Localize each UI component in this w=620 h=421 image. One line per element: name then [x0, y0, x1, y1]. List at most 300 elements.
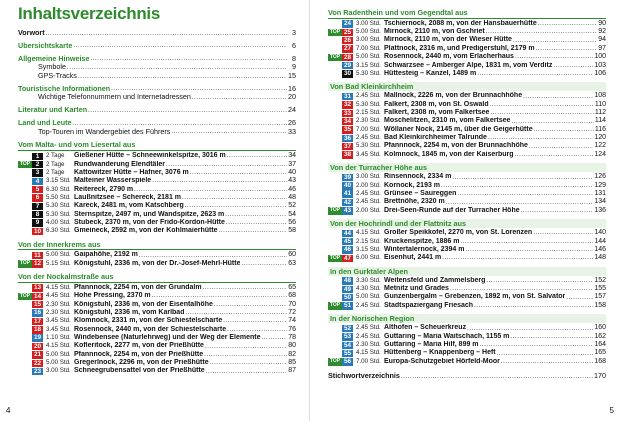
- tour-page: 158: [594, 301, 606, 309]
- tour-duration: 4.30 Std.: [356, 285, 381, 293]
- tour-row[interactable]: [328, 190, 606, 198]
- tour-duration: 2.45 Std.: [356, 332, 381, 340]
- top-badge: [18, 343, 32, 350]
- tour-number-badge: 2: [32, 161, 43, 168]
- tour-title: Pfannnock, 2254 m, von der Prießhütte: [74, 350, 204, 358]
- tour-page: 124: [594, 150, 606, 158]
- tour-page: 131: [594, 190, 606, 198]
- leader-dots: [185, 202, 287, 210]
- tour-number-badge: 37: [343, 142, 352, 150]
- tour-row[interactable]: [18, 292, 296, 300]
- tour-row[interactable]: [18, 251, 296, 259]
- leader-dots: [88, 107, 287, 115]
- leader-dots: [241, 260, 287, 268]
- tour-duration: 4.15 Std.: [46, 283, 71, 291]
- tour-duration: 3.00 Std.: [356, 173, 381, 181]
- tour-duration: 7.00 Std.: [356, 357, 381, 365]
- tour-page: 155: [594, 285, 606, 293]
- tour-number-badge: 27: [343, 45, 352, 53]
- leader-dots: [262, 334, 287, 342]
- top-badge: [18, 351, 32, 358]
- tour-title: Großer Speikkofel, 2270 m, von St. Lorenzen: [384, 229, 533, 237]
- tour-row[interactable]: [328, 293, 606, 301]
- tour-duration: 5.30 Std.: [356, 142, 381, 150]
- tour-duration: 2.45 Std.: [356, 92, 381, 100]
- tour-row[interactable]: [328, 285, 606, 293]
- leader-dots: [477, 70, 593, 78]
- leader-dots: [521, 207, 594, 215]
- tour-page: 116: [594, 125, 606, 133]
- tour-number-badge: 40: [343, 182, 352, 190]
- tour-row[interactable]: [328, 53, 606, 61]
- toc-entry[interactable]: [18, 55, 296, 64]
- tour-page: 162: [594, 332, 606, 340]
- tour-number-badge: 31: [343, 92, 352, 100]
- top-badge: TOP: [19, 260, 31, 267]
- tour-duration: 2.45 Std.: [356, 190, 381, 198]
- leader-dots: [460, 238, 593, 246]
- tour-title: Kornock, 2193 m: [384, 181, 441, 189]
- tour-page: 92: [598, 28, 606, 36]
- tour-page: 126: [594, 173, 606, 181]
- tour-page: 60: [288, 251, 296, 259]
- tour-duration: 2.00 Std.: [356, 181, 381, 189]
- tour-row[interactable]: [328, 92, 606, 100]
- tour-duration: 3.15 Std.: [356, 245, 381, 253]
- tour-title: Königstuhl, 2336 m, von der Eisentalhöhe: [74, 300, 213, 308]
- tour-title: Tschiernock, 2088 m, von der Hansbauerhütte: [384, 19, 537, 27]
- top-badge: [328, 182, 342, 189]
- tour-page: 134: [594, 198, 606, 206]
- top-badge: [328, 135, 342, 142]
- tour-row[interactable]: [328, 277, 606, 285]
- tour-number-badge: 54: [343, 341, 352, 349]
- tour-row[interactable]: [328, 333, 606, 341]
- tour-title: Moschelitzen, 2310 m, vom Falkertsee: [384, 117, 511, 125]
- top-badge: [328, 333, 342, 340]
- toc-entry[interactable]: [18, 93, 296, 102]
- tour-row[interactable]: [328, 349, 606, 357]
- top-badge: TOP: [329, 254, 341, 261]
- tour-title: Stubeck, 2370 m, von der Frido-Kordon-Hütte: [74, 218, 225, 226]
- tour-number-badge: 12: [33, 260, 42, 268]
- tour-title: Kolmnock, 1845 m, von der Kaiserburg: [384, 150, 514, 158]
- tour-row[interactable]: [18, 359, 296, 367]
- section-heading: Von Bad Kleinkirchheim: [328, 82, 606, 91]
- tour-row[interactable]: [328, 36, 606, 44]
- tour-duration: 3.15 Std.: [356, 61, 381, 69]
- toc-entry[interactable]: [18, 72, 296, 81]
- tour-row[interactable]: [18, 152, 296, 160]
- tour-page: 146: [594, 245, 606, 253]
- index-entry[interactable]: [328, 372, 606, 381]
- tour-duration: 5.30 Std.: [46, 210, 71, 218]
- top-badge: [328, 190, 342, 197]
- section-heading: Von der Nockalmstraße aus: [18, 273, 296, 283]
- leader-dots: [488, 134, 593, 142]
- tour-duration: 2.30 Std.: [356, 341, 381, 349]
- tour-title: Grünsee – Saureggen: [384, 190, 457, 198]
- tour-row[interactable]: [328, 109, 606, 117]
- index-page: 170: [594, 371, 606, 381]
- leader-dots: [536, 45, 597, 53]
- tour-title: Europa-Schutzgebiet Hörfeld-Moor: [384, 357, 500, 365]
- toc-page: 20: [288, 92, 296, 102]
- tour-title: Schwarzsee – Amberger Alpe, 1831 m, vom Verditz: [384, 61, 553, 69]
- tour-title: Klomnock, 2331 m, von der Schiestelscharte: [74, 317, 223, 325]
- top-badge: TOP: [329, 207, 341, 214]
- tour-page: 80: [288, 342, 296, 350]
- tour-duration: 6.30 Std.: [46, 185, 71, 193]
- tour-duration: 5.00 Std.: [46, 350, 71, 358]
- tour-row[interactable]: [18, 177, 296, 185]
- tour-row[interactable]: [18, 227, 296, 235]
- tour-number-badge: 28: [343, 53, 352, 61]
- tour-duration: 3.15 Std.: [46, 177, 71, 185]
- tour-row[interactable]: [328, 198, 606, 206]
- tour-title: Gmeineck, 2592 m, von der Kohlmaierhütte: [74, 227, 218, 235]
- leader-dots: [501, 358, 593, 366]
- top-badge: [18, 203, 32, 210]
- tour-number-badge: 56: [343, 358, 352, 366]
- tour-title: Althofen – Scheuerkreuz: [384, 324, 467, 332]
- tour-number-badge: 10: [33, 227, 42, 235]
- tour-sections-left: [18, 141, 296, 375]
- leader-dots: [225, 211, 287, 219]
- tour-title: Rosennock, 2440 m, vom Erlacherhaus: [384, 53, 514, 61]
- tour-duration: 2.30 Std.: [46, 308, 71, 316]
- leader-dots: [134, 186, 287, 194]
- tour-number-badge: 42: [343, 198, 352, 206]
- tour-row[interactable]: [18, 260, 296, 268]
- tour-title: Bad Kleinkirchheimer Talrunde: [384, 134, 487, 142]
- leader-dots: [185, 309, 287, 317]
- tour-duration: 4.15 Std.: [356, 229, 381, 237]
- tour-row[interactable]: [328, 151, 606, 159]
- tour-number-badge: 18: [33, 326, 42, 334]
- tour-page: 65: [288, 283, 296, 291]
- leader-dots: [219, 227, 287, 235]
- tour-duration: 2.30 Std.: [46, 300, 71, 308]
- tour-number-badge: 35: [343, 126, 352, 134]
- tour-title: Rundwanderung Elendtäler: [74, 160, 166, 168]
- tour-title: Kattowitzer Hütte – Hafner, 3076 m: [74, 168, 189, 176]
- toc-entry[interactable]: [18, 63, 296, 72]
- toc-entry[interactable]: [18, 42, 296, 51]
- top-badge: [328, 350, 342, 357]
- top-badge: [328, 143, 342, 150]
- toc-label: Symbole: [38, 63, 66, 72]
- toc-page: 8: [292, 53, 296, 63]
- tour-page: 76: [288, 325, 296, 333]
- tour-number-badge: 14: [33, 292, 42, 300]
- tour-number-badge: 41: [343, 190, 352, 198]
- section-heading: In der Norischen Region: [328, 314, 606, 323]
- tour-page: 54: [288, 210, 296, 218]
- tour-number-badge: 5: [32, 186, 43, 193]
- leader-dots: [490, 109, 593, 117]
- leader-dots: [205, 343, 287, 351]
- tour-page: 106: [594, 69, 606, 77]
- tour-page: 129: [594, 181, 606, 189]
- toc-entry[interactable]: [18, 119, 296, 128]
- tour-number-badge: 48: [343, 277, 352, 285]
- tour-row[interactable]: [18, 301, 296, 309]
- top-badge: TOP: [19, 161, 31, 168]
- tour-number-badge: 29: [343, 61, 352, 69]
- leader-dots: [226, 219, 287, 227]
- tour-page: 43: [288, 177, 296, 185]
- tour-duration: 2.45 Std.: [356, 301, 381, 309]
- tour-duration: 3.00 Std.: [356, 19, 381, 27]
- tour-duration: 3.45 Std.: [46, 317, 71, 325]
- page-number-right: 5: [609, 406, 614, 415]
- tour-page: 74: [288, 317, 296, 325]
- toc-page: 33: [288, 126, 296, 136]
- tour-number-badge: 34: [343, 117, 352, 125]
- leader-dots: [203, 284, 287, 292]
- right-page: [310, 0, 620, 421]
- tour-duration: 3.00 Std.: [356, 36, 381, 44]
- tour-number-badge: 25: [343, 28, 352, 36]
- tour-page: 52: [288, 202, 296, 210]
- tour-number-badge: 50: [343, 293, 352, 301]
- top-badge: [18, 186, 32, 193]
- toc-page: 24: [288, 105, 296, 115]
- tour-row[interactable]: [328, 117, 606, 125]
- toc-label: Touristische Informationen: [18, 84, 111, 93]
- tour-number-badge: 33: [343, 109, 352, 117]
- top-badge: [18, 228, 32, 235]
- tour-page: 87: [288, 367, 296, 375]
- tour-row[interactable]: [18, 317, 296, 325]
- tour-page: 112: [594, 109, 606, 117]
- tour-row[interactable]: [328, 20, 606, 28]
- tour-title: Stadtspaziergang Friesach: [384, 301, 474, 309]
- tour-row[interactable]: [328, 324, 606, 332]
- tour-number-badge: 30: [343, 70, 352, 78]
- tour-page: 160: [594, 324, 606, 332]
- leader-dots: [538, 20, 597, 28]
- tour-row[interactable]: [18, 284, 296, 292]
- toc-page: 3: [292, 28, 296, 37]
- tour-title: Gaipahöhe, 2192 m: [74, 251, 138, 259]
- toc-entry[interactable]: [18, 128, 296, 137]
- tour-row[interactable]: [18, 202, 296, 210]
- tour-title: Weitensfeld und Zammelsberg: [384, 276, 486, 284]
- tour-row[interactable]: [18, 169, 296, 177]
- tour-duration: 5.00 Std.: [356, 53, 381, 61]
- tour-row[interactable]: [328, 101, 606, 109]
- tour-title: Pfannnock, 2254 m, von der Grundalm: [74, 283, 202, 291]
- top-badge: TOP: [329, 28, 341, 35]
- toc-entry[interactable]: [18, 106, 296, 115]
- toc-label: Land und Leute: [18, 119, 72, 128]
- tour-page: 68: [288, 292, 296, 300]
- leader-dots: [510, 333, 593, 341]
- tour-title: Hohe Pressing, 2370 m: [74, 292, 151, 300]
- tour-row[interactable]: [18, 351, 296, 359]
- leader-dots: [227, 152, 287, 160]
- tour-page: 97: [598, 44, 606, 52]
- tour-row[interactable]: [328, 302, 606, 310]
- top-badge: TOP: [329, 53, 341, 60]
- tour-sections-right: [328, 9, 606, 366]
- tour-duration: 4.45 Std.: [46, 292, 71, 300]
- tour-duration: 4.15 Std.: [356, 349, 381, 357]
- tour-number-badge: 3: [32, 169, 43, 176]
- tour-title: Königstuhl, 2336 m, von der Dr.-Josef-Mehrl-Hütte: [74, 259, 241, 267]
- tour-duration: 6.30 Std.: [46, 227, 71, 235]
- tour-page: 58: [288, 227, 296, 235]
- leader-dots: [457, 190, 593, 198]
- leader-dots: [446, 199, 594, 207]
- section-heading: In den Gurktaler Alpen: [328, 267, 606, 276]
- tour-number-badge: 36: [343, 134, 352, 142]
- toc-label: GPS-Tracks: [38, 71, 77, 80]
- tour-row[interactable]: [18, 326, 296, 334]
- tour-number-badge: 20: [33, 342, 42, 350]
- tour-number-badge: 39: [343, 173, 352, 181]
- tour-number-badge: 13: [33, 284, 42, 292]
- leader-dots: [139, 252, 287, 260]
- toc-label: Allgemeine Hinweise: [18, 54, 90, 63]
- leader-dots: [401, 373, 593, 381]
- tour-duration: 5.00 Std.: [356, 293, 381, 301]
- tour-row[interactable]: [328, 126, 606, 134]
- tour-page: 157: [594, 293, 606, 301]
- tour-number-badge: 32: [343, 101, 352, 109]
- tour-title: Plattnock, 2316 m, und Predigerstuhl, 2179 m: [384, 44, 535, 52]
- tour-row[interactable]: [18, 219, 296, 227]
- tour-page: 120: [594, 134, 606, 142]
- tour-page: 108: [594, 92, 606, 100]
- tour-duration: 2 Tage: [46, 160, 65, 168]
- leader-dots: [227, 326, 287, 334]
- leader-dots: [474, 302, 593, 310]
- tour-title: Windebensee (Naturlehrweg) und der Weg der Elemente: [74, 334, 261, 341]
- tour-row[interactable]: [18, 309, 296, 317]
- tour-duration: 3.45 Std.: [356, 150, 381, 158]
- leader-dots: [467, 325, 593, 333]
- tour-row[interactable]: [328, 45, 606, 53]
- tour-row[interactable]: [328, 229, 606, 237]
- top-badge: TOP: [329, 302, 341, 309]
- tour-duration: 5.30 Std.: [356, 100, 381, 108]
- tour-page: 114: [594, 117, 606, 125]
- tour-title: Pfannnock, 2254 m, von der Brunnachhöhe: [384, 142, 528, 150]
- tour-row[interactable]: [328, 28, 606, 36]
- toc-label: Literatur und Karten: [18, 106, 88, 115]
- top-badge: [328, 174, 342, 181]
- tour-row[interactable]: [18, 186, 296, 194]
- tour-row[interactable]: [18, 367, 296, 375]
- tour-number-badge: 6: [32, 194, 43, 201]
- top-badge: [328, 199, 342, 206]
- tour-title: Brettnöhe, 2320 m: [384, 198, 445, 206]
- tour-duration: 3.30 Std.: [356, 276, 381, 284]
- top-badge: [18, 194, 32, 201]
- tour-row[interactable]: [18, 161, 296, 169]
- tour-row[interactable]: [328, 358, 606, 366]
- tour-page: 100: [594, 53, 606, 61]
- tour-row[interactable]: [18, 334, 296, 342]
- tour-number-badge: 24: [343, 20, 352, 28]
- leader-dots: [515, 53, 593, 61]
- tour-row[interactable]: [18, 194, 296, 202]
- leader-dots: [497, 350, 594, 358]
- tour-row[interactable]: [328, 173, 606, 181]
- tour-page: 103: [594, 61, 606, 69]
- tour-page: 164: [594, 341, 606, 349]
- tour-title: Guttaring – Maria Hilf, 899 m: [384, 341, 479, 349]
- section-heading: Vom Malta- und vom Liesertal aus: [18, 141, 296, 151]
- tour-row[interactable]: [328, 142, 606, 150]
- leader-dots: [91, 55, 288, 63]
- tour-number-badge: 9: [32, 219, 43, 226]
- leader-dots: [67, 64, 287, 72]
- tour-page: 110: [594, 100, 606, 108]
- tour-duration: 5.00 Std.: [356, 28, 381, 36]
- top-badge: [328, 101, 342, 108]
- leader-dots: [465, 246, 593, 254]
- leader-dots: [523, 93, 593, 101]
- tour-row[interactable]: [328, 70, 606, 78]
- tour-row[interactable]: [328, 238, 606, 246]
- tour-row[interactable]: [328, 134, 606, 142]
- tour-row[interactable]: [328, 341, 606, 349]
- section-heading: Von der Hochrindl und der Flattnitz aus: [328, 219, 606, 228]
- tour-row[interactable]: [328, 254, 606, 262]
- toc-page: 15: [288, 70, 296, 80]
- tour-title: Malteiner Wasserspiele: [74, 177, 152, 185]
- top-badge: [18, 301, 32, 308]
- top-badge: [328, 230, 342, 237]
- tour-number-badge: 19: [33, 334, 42, 342]
- tour-page: 40: [288, 168, 296, 176]
- toc-label: Wichtige Telefonnummern und Internetadressen: [38, 93, 191, 102]
- tour-page: 165: [594, 349, 606, 357]
- tour-row[interactable]: [328, 182, 606, 190]
- toc-entry[interactable]: [18, 29, 296, 38]
- section-heading: Von der Innerkrems aus: [18, 241, 296, 251]
- tour-row[interactable]: [18, 211, 296, 219]
- tour-title: Reitereck, 2790 m: [74, 185, 134, 193]
- leader-dots: [486, 28, 597, 36]
- tour-title: Falkert, 2308 m, vom Falkertsee: [384, 109, 490, 117]
- tour-number-badge: 49: [343, 285, 352, 293]
- tour-row[interactable]: [18, 342, 296, 350]
- toc-entry[interactable]: [18, 85, 296, 94]
- tour-page: 136: [594, 206, 606, 214]
- tour-number-badge: 1: [32, 153, 43, 160]
- tour-page: 46: [288, 185, 296, 193]
- tour-row[interactable]: [328, 62, 606, 70]
- tour-duration: 2.00 Std.: [356, 206, 381, 214]
- tour-page: 48: [288, 193, 296, 201]
- tour-duration: 2.15 Std.: [356, 237, 381, 245]
- tour-duration: 5.50 Std.: [46, 193, 71, 201]
- tour-row[interactable]: [328, 246, 606, 254]
- tour-row[interactable]: [328, 207, 606, 215]
- tour-page: 56: [288, 218, 296, 226]
- leader-dots: [46, 30, 287, 38]
- top-badge: [18, 169, 32, 176]
- tour-page: 70: [288, 300, 296, 308]
- tour-title: Königstuhl, 2336 m, vom Karlbad: [74, 308, 185, 316]
- top-badge: [18, 219, 32, 226]
- top-badge: [18, 178, 32, 185]
